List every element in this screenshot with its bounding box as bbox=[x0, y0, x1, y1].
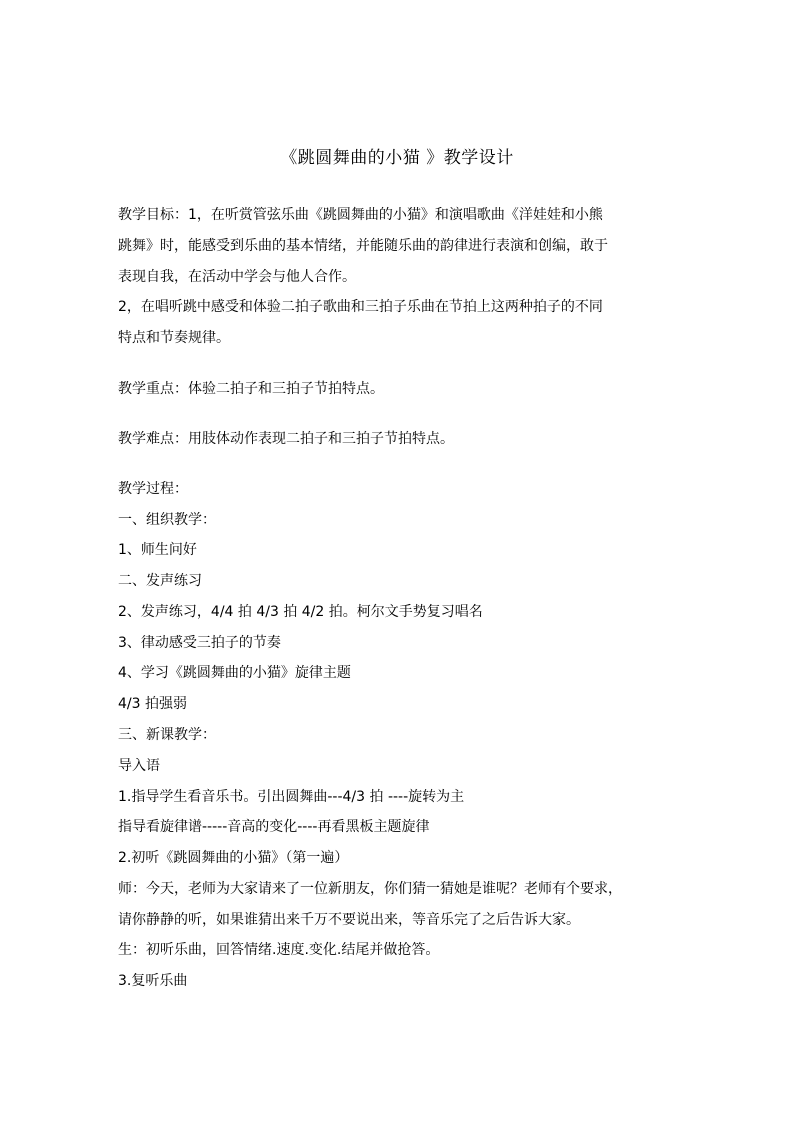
objective-line-5: 特点和节奏规律。 bbox=[118, 330, 230, 346]
list-item: 3.复听乐曲 bbox=[118, 973, 188, 989]
list-item: 1、师生问好 bbox=[118, 542, 197, 558]
list-item: 2.初听《跳圆舞曲的小猫》（第一遍） bbox=[118, 850, 349, 866]
objective-line-3: 表现自我，在活动中学会与他人合作。 bbox=[118, 269, 356, 285]
objective-line-4: 2，在唱听跳中感受和体验二拍子歌曲和三拍子乐曲在节拍上这两种拍子的不同 bbox=[118, 299, 603, 315]
key-point-line: 教学重点：体验二拍子和三拍子节拍特点。 bbox=[118, 381, 384, 397]
document-title: 《跳圆舞曲的小猫 》教学设计 bbox=[280, 148, 514, 168]
objective-line-1: 教学目标：1，在听赏管弦乐曲《跳圆舞曲的小猫》和演唱歌曲《洋娃娃和小熊 bbox=[118, 207, 603, 223]
list-item: 导入语 bbox=[118, 758, 160, 774]
list-item: 请你静静的听，如果谁猜出来千万不要说出来，等音乐完了之后告诉大家。 bbox=[118, 912, 580, 928]
list-item: 指导看旋律谱-----音高的变化----再看黑板主题旋律 bbox=[118, 819, 430, 835]
section-heading-1: 一、组织教学： bbox=[118, 512, 216, 528]
list-item: 2、发声练习，4/4 拍 4/3 拍 4/2 拍。柯尔文手势复习唱名 bbox=[118, 604, 483, 620]
list-item: 师：今天，老师为大家请来了一位新朋友，你们猜一猜她是谁呢？老师有个要求， bbox=[118, 881, 622, 897]
difficulty-line: 教学难点：用肢体动作表现二拍子和三拍子节拍特点。 bbox=[118, 431, 454, 447]
objective-line-2: 跳舞》时，能感受到乐曲的基本情绪，并能随乐曲的韵律进行表演和创编，敢于 bbox=[118, 238, 608, 254]
list-item: 1.指导学生看音乐书。引出圆舞曲---4/3 拍 ----旋转为主 bbox=[118, 789, 465, 805]
list-item: 3、律动感受三拍子的节奏 bbox=[118, 635, 281, 651]
list-item: 4/3 拍强弱 bbox=[118, 696, 187, 712]
list-item: 生：初听乐曲，回答情绪.速度.变化.结尾并做抢答。 bbox=[118, 942, 440, 958]
section-heading-3: 三、新课教学： bbox=[118, 727, 216, 743]
section-heading-2: 二、发声练习 bbox=[118, 573, 202, 589]
list-item: 4、学习《跳圆舞曲的小猫》旋律主题 bbox=[118, 665, 351, 681]
process-heading: 教学过程： bbox=[118, 481, 188, 497]
